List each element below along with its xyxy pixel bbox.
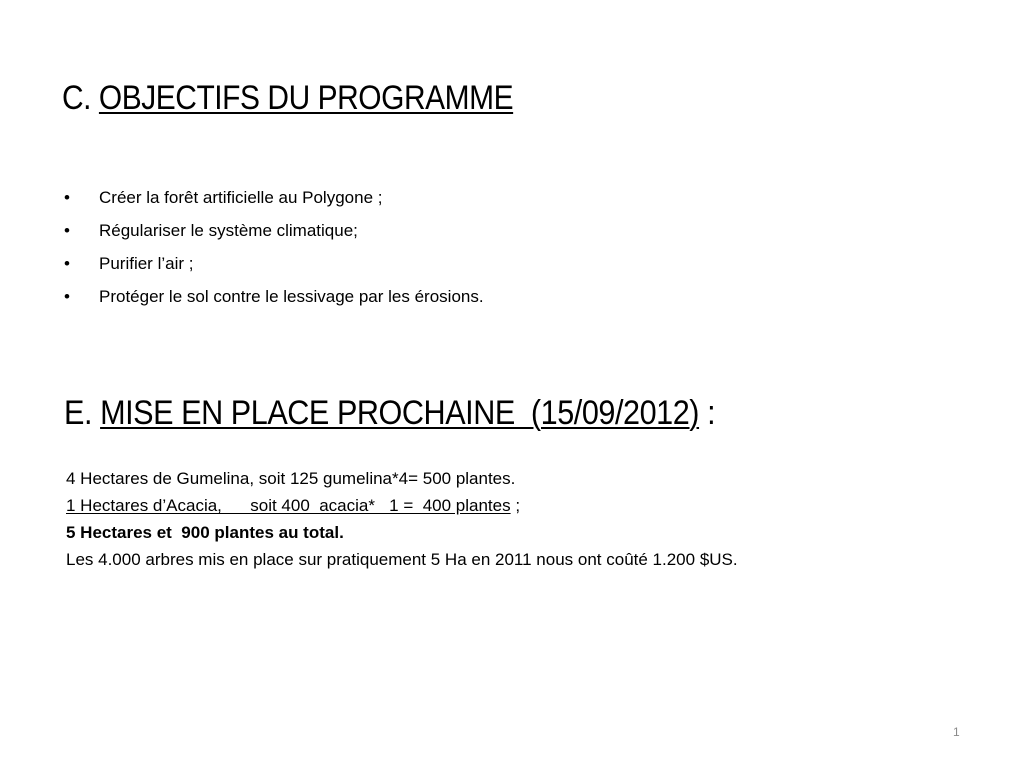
- list-item-text: Créer la forêt artificielle au Polygone ;: [99, 188, 383, 207]
- list-item-text: Purifier l’air ;: [99, 254, 194, 273]
- section-e-title: MISE EN PLACE PROCHAINE (15/09/2012): [100, 394, 700, 432]
- section-c-title: OBJECTIFS DU PROGRAMME: [98, 79, 514, 117]
- cost-line: Les 4.000 arbres mis en place sur pratiquement 5 Ha en 2011 nous ont coûté 1.200 $US.: [66, 550, 738, 569]
- section-e-suffix: :: [699, 394, 716, 432]
- acacia-line: [66, 492, 738, 519]
- gumelina-line: 4 Hectares de Gumelina, soit 125 gumelina*4= 500 plantes.: [66, 469, 516, 488]
- section-e-heading: [64, 393, 715, 433]
- section-c-prefix: C.: [62, 79, 99, 117]
- plan-details: [66, 465, 738, 573]
- section-e-prefix: E.: [64, 394, 101, 432]
- bullet-icon: •: [64, 221, 70, 240]
- acacia-line-text: 1 Hectares d’Acacia, soit 400 acacia* 1 = 400 plantes: [66, 496, 511, 515]
- acacia-line-tail: ;: [510, 496, 521, 515]
- section-c-heading: [62, 78, 513, 118]
- bullet-icon: •: [64, 188, 70, 207]
- bullet-icon: •: [64, 254, 70, 273]
- bullet-icon: •: [64, 287, 70, 306]
- page-number: 1: [953, 725, 960, 739]
- total-line: 5 Hectares et 900 plantes au total.: [66, 523, 344, 542]
- list-item-text: Protéger le sol contre le lessivage par les érosions.: [99, 287, 484, 306]
- list-item-text: Régulariser le système climatique;: [99, 221, 358, 240]
